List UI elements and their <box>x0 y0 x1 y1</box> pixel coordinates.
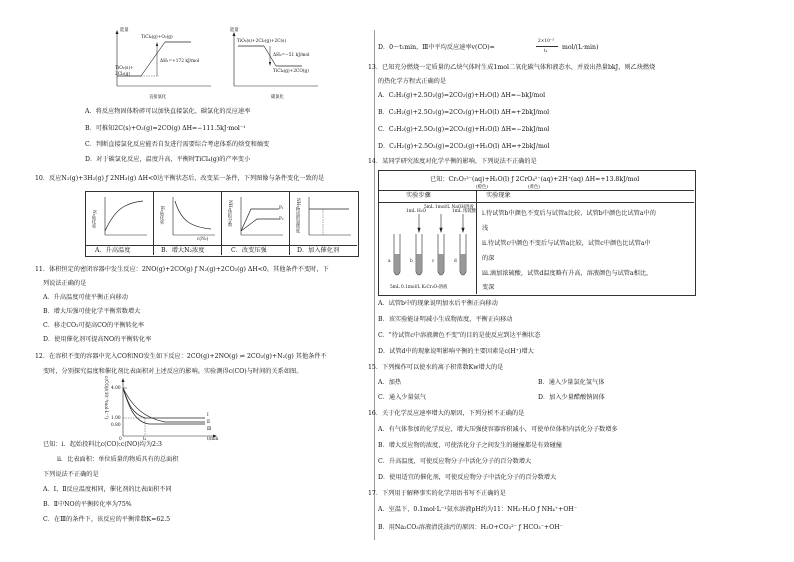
q15-stem: 15．下列操作可以使水的离子积常数Kw增大的是 <box>368 364 504 371</box>
q15-option-b: B．通入少量氯化氢气体 <box>538 379 605 386</box>
q12-option-d-fraction-bar <box>536 46 558 47</box>
q17-option-a: A．室温下，0.1mol·L⁻¹氨水溶液pH约为11：NH₃·H₂O ƒ NH₄⁺+OH⁻ <box>378 506 578 513</box>
q16-option-c: C．升高温度，可使反应物分子中活化分子的百分数增大 <box>378 458 532 465</box>
q12-chart-xlabel: t/min <box>207 437 219 442</box>
q11-option-c: C．移走CO₂可提高CO的平衡转化率 <box>43 322 145 329</box>
q14-option-b: B．该实验能证明减小生成物浓度，平衡正向移动 <box>378 316 513 323</box>
q12-chart-y1: 4.00 <box>111 386 121 391</box>
q14-tube-a: a <box>388 259 391 264</box>
q17-stem: 17．下列用于解释事实的化学用语书写不正确的是 <box>368 490 506 497</box>
q14-label-orange: (橙色) <box>476 185 488 190</box>
q10-sep-1 <box>153 191 154 255</box>
fig1-transition-state: TiCl₄(g)+O₂(g) <box>141 35 173 40</box>
q14-obs-3a: ⅲ.滴加浓硫酸，试管d温度略有升高，溶液颜色与试管a相比， <box>482 270 653 277</box>
q13-option-b: B．C₂H₂(g)+2.5O₂(g)=2CO₂(g)+H₂O(l) ΔH=+2bkJ/mol <box>378 109 550 116</box>
q12-known-1: 已知：ⅰ．起始投料比c(CO):c(NO)均为2:3 <box>43 441 162 448</box>
fig2-products: TiCl₄(g)+2CO(g) <box>273 69 309 74</box>
q14-tube-d: d <box>454 259 457 264</box>
q12-ask: 下列说法不正确的是 <box>43 471 99 478</box>
q14-obs-3b: 变深 <box>482 284 495 291</box>
q10-graph-a <box>99 195 149 239</box>
q11-option-b: B．增大压强可使化学平衡常数增大 <box>43 308 141 315</box>
fig1-ylabel: 能量 <box>120 28 129 33</box>
q10-graph-d <box>303 195 353 239</box>
q16-stem: 16．关于化学反应速率增大的原因，下列分析不正确的是 <box>368 410 525 417</box>
q14-col2-header: 实验现象 <box>486 192 511 199</box>
q9-option-a: A．将反应物固体粉碎可以加快直接氯化、碳氯化的反应速率 <box>85 108 251 115</box>
q11-stem-2: 列说法正确的是 <box>43 280 87 287</box>
q12-chart-series-1: Ⅰ <box>207 413 209 418</box>
q9-option-c: C．判断直接氯化反应能否自发进行需要综合考虑体系的焓变和熵变 <box>85 141 270 148</box>
q16-option-a: A．有气体参加的化学反应，增大压强使容器容积减小，可使单位体积内活化分子数增多 <box>378 426 618 433</box>
q14-stem: 14．某同学研究浓度对化学平衡的影响，下列说法不正确的是 <box>368 158 537 165</box>
q12-chart-series-3: Ⅲ <box>207 427 212 432</box>
q9-option-d: D．对于碳氯化反应，温度升高，平衡时TiCl₄(g)的产率变小 <box>85 156 251 163</box>
q14-option-c: C．"待试管c中溶液颜色不变"的目的是使反应到达平衡状态 <box>378 332 541 339</box>
q10-c-p1: P₁ <box>279 206 284 211</box>
q12-chart-series-2: Ⅱ <box>207 420 210 425</box>
q12-option-d-denominator: t₁ <box>544 49 548 54</box>
fig1-reactant: TiO₂(s)+ <box>115 66 134 71</box>
q12-chart-ylabel: c(CO)/(10⁻³mol·L⁻¹) <box>103 376 108 420</box>
q14-col1-header: 实验步骤 <box>406 192 431 199</box>
q13-stem-1: 13．已知充分燃烧一定质量的乙炔气体时生成1mol二氧化碳气体和液态水，并放出热量bkJ，则乙炔燃烧 <box>368 64 656 71</box>
q10-b-ylabel: H₂转化率 <box>159 206 164 225</box>
right-column <box>368 0 710 562</box>
q10-c-p2: P₂ <box>279 217 284 222</box>
q12-option-d-unit: mol/(L·min) <box>562 44 599 51</box>
q10-d-ylabel: NH₃物质的量浓度 <box>295 198 300 234</box>
fig2-dh: ΔH₂=−51 kJ/mol <box>273 53 310 58</box>
q10-graph-b <box>167 195 217 239</box>
q12-known-2: ⅱ．比表面积：单位质量的物质具有的总面积 <box>57 456 179 463</box>
q14-fig-label-3: 1mL 浓硫酸 <box>452 209 476 214</box>
q14-tube-c: c <box>432 259 435 264</box>
q10-caption-d: D．加入催化剂 <box>297 247 340 254</box>
q16-option-d: D．使用适宜的催化剂，可使反应物分子中活化分子的百分数增大 <box>378 474 557 481</box>
q12-option-a: A．Ⅰ、Ⅱ反应温度相同，催化剂的比表面积不同 <box>43 486 172 493</box>
q12-option-b: B．Ⅱ中NO的平衡转化率为75% <box>43 501 132 508</box>
q13-stem-2: 的热化学方程式正确的是 <box>378 78 447 85</box>
q13-option-d: D．C₂H₂(g)+2.5O₂(g)=2CO₂(g)+H₂O(l) ΔH=+2bkJ/mol <box>378 143 550 150</box>
q12-chart-x1: t₁ <box>143 437 147 442</box>
q14-tube-b: b <box>410 259 413 264</box>
q12-stem-2: 变时，分别探究温度和催化剂比表面积对上述反应的影响。实验测得c(CO)与时间的关系如图。 <box>43 368 303 375</box>
q11-option-a: A．升高温度可使平衡正向移动 <box>43 294 128 301</box>
q15-option-d: D．加入少量醋酸钠固体 <box>538 394 605 401</box>
q10-stem: 10．反应N₂(g)+3H₂(g) ƒ 2NH₃(g) ΔH<0达平衡状态后，改变某一条件，下列图像与条件变化一致的是 <box>35 175 325 182</box>
q14-option-a: A．试管b中的现象说明加水后平衡正向移动 <box>378 300 498 307</box>
q15-option-c: C．通入少量氨气 <box>378 394 427 401</box>
q13-option-c: C．C₂H₂(g)+2.5O₂(g)=2CO₂(g)+H₂O(l) ΔH=−2bkJ/mol <box>378 126 550 133</box>
q14-fig-label-2: 5mL 1mol/L NaOH溶液 <box>424 205 474 210</box>
q17-option-b: B．用Na₂CO₃溶液清洗油污的原因：H₂O+CO₃²⁻ ƒ HCO₃⁻+OH⁻ <box>378 524 563 531</box>
fig2-reactants: TiO₂(s)+2Cl₂(g)+2C(s) <box>237 39 287 44</box>
q14-obs-2b: 的深 <box>482 255 495 262</box>
q10-caption-a: A．升高温度 <box>95 247 131 254</box>
q14-obs-1a: ⅰ.待试管b中颜色不变后与试管a比较，试管b中颜色比试管a中的 <box>482 210 656 217</box>
fig1-caption: 直接氯化 <box>149 95 167 100</box>
left-column <box>35 0 373 562</box>
q14-option-d: D．试管d中的现象说明影响平衡的主要因素是c(H⁺)增大 <box>378 348 534 355</box>
q10-sep-2 <box>221 191 222 255</box>
q11-stem-1: 11．体积恒定的密闭容器中发生反应：2NO(g)+2CO(g) ƒ N₂(g)+2CO₂(g) ΔH<0，其他条件不变时，下 <box>35 266 329 273</box>
q10-graph-c <box>235 195 285 239</box>
q16-option-b: B．增大反应物的浓度，可使活化分子之间发生的碰撞都是有效碰撞 <box>378 442 562 449</box>
q12-stem-1: 12．在容积不变的容器中充入CO和NO发生如下反应：2CO(g)+2NO(g) ⇌ 2CO₂(g)+N₂(g) 其他条件不 <box>35 353 327 360</box>
q14-fig-label-1: 1mL H₂O <box>406 209 427 214</box>
q14-label-yellow: (黄色) <box>528 185 540 190</box>
q10-caption-b: B．增大N₂浓度 <box>161 247 205 254</box>
q12-option-d-numerator: 2×10⁻³ <box>538 39 554 44</box>
q12-chart-origin: 0 <box>119 437 122 442</box>
fig2-ylabel: 能量 <box>230 28 239 33</box>
q15-option-a: A．加热 <box>378 379 402 386</box>
q10-b-xlabel: c(N₂) <box>197 237 209 242</box>
fig1-reactant-2: 2Cl₂(g) <box>115 72 131 77</box>
q14-equation: 已知：Cr₂O₇²⁻(aq)+H₂O(l) ƒ 2CrO₄²⁻(aq)+2H⁺(aq) ΔH=+13.8kJ/mol <box>430 176 640 183</box>
q10-caption-c: C．改变压强 <box>231 247 267 254</box>
q10-sep-3 <box>289 191 290 255</box>
q14-obs-1b: 浅 <box>482 225 489 232</box>
q14-test-tubes <box>386 210 472 284</box>
q14-fig-caption: 5mL 0.1mol/L K₂Cr₂O₇溶液 <box>390 285 448 290</box>
q14-obs-2a: ⅱ.待试管c中颜色不变后与试管a比较，试管c中颜色比试管a中 <box>482 240 651 247</box>
q13-option-a: A．C₂H₂(g)+2.5O₂(g)=2CO₂(g)+H₂O(l) ΔH=−bkJ/mol <box>378 92 546 99</box>
q9-option-b: B．可推知2C(s)+O₂(g)=2CO(g) ΔH=−111.5kJ·mol⁻¹ <box>85 125 246 132</box>
q12-option-d: D．0～t₁min，Ⅲ中平均反应速率v(CO)= <box>378 44 495 51</box>
q14-col-sep <box>476 190 477 294</box>
q14-row-sep-2 <box>378 202 694 203</box>
column-divider <box>374 30 375 540</box>
q11-option-d: D．使用催化剂可提高NO的平衡转化率 <box>43 336 152 343</box>
q10-a-ylabel: N₂转化率 <box>91 210 96 229</box>
fig1-dh: ΔH₁=+172 kJ/mol <box>160 59 200 64</box>
q10-c-ylabel: NH₃体积分数 <box>227 200 232 227</box>
q12-option-c: C．在Ⅲ的条件下，该反应的平衡常数K=62.5 <box>43 516 171 523</box>
q12-chart-y2: 1.00 <box>111 416 121 421</box>
fig2-caption: 碳氯化 <box>271 95 284 100</box>
q12-chart-y3: 0.80 <box>111 423 121 428</box>
